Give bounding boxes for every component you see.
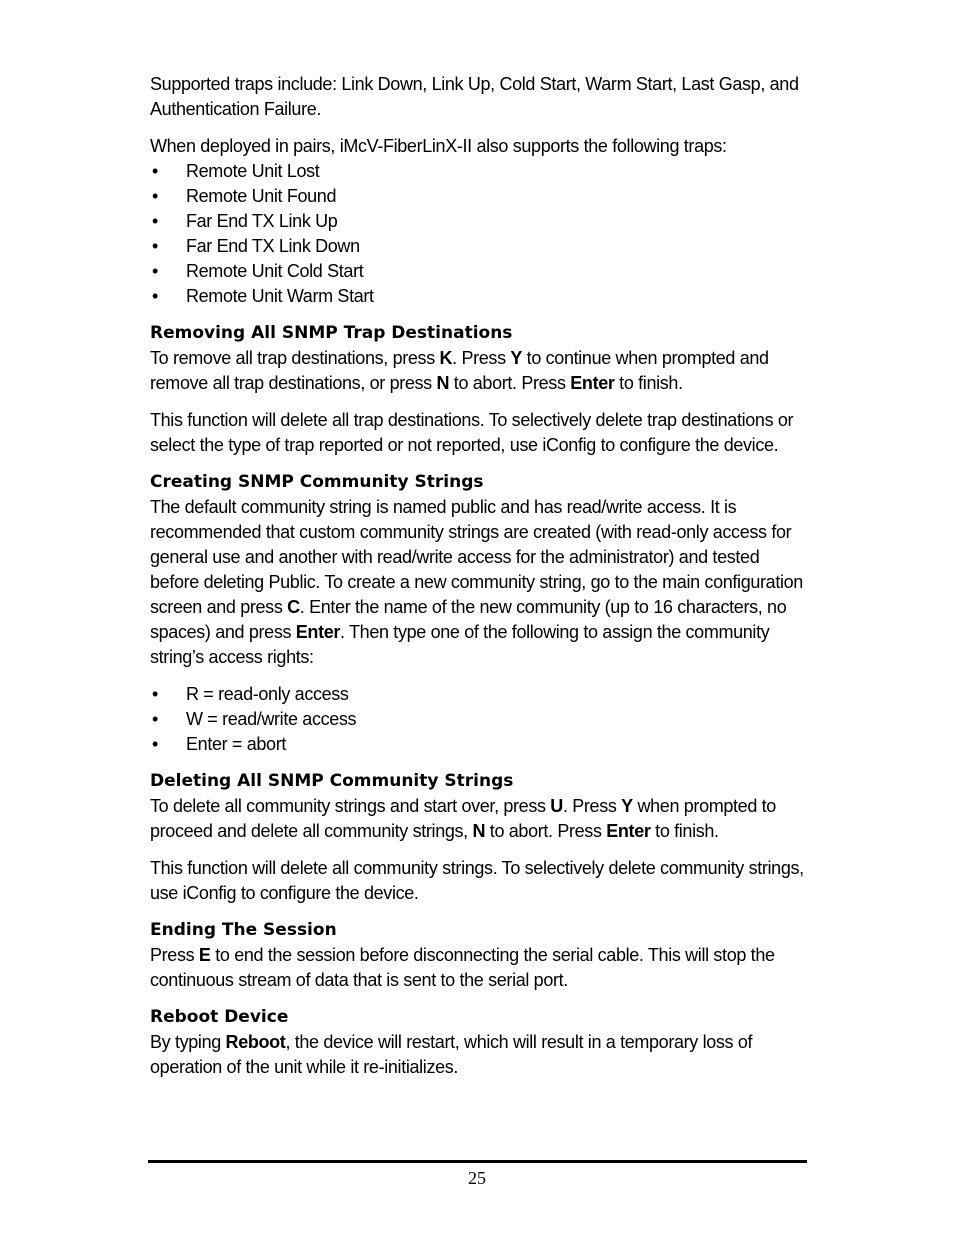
text-run: when prompted to proceed and delete all community strings,	[150, 796, 776, 841]
heading-removing-trap-destinations: Removing All SNMP Trap Destinations	[150, 323, 513, 343]
list-item: • Enter = abort	[150, 732, 810, 757]
text-run: To remove all trap destinations, press	[150, 348, 440, 368]
key-enter: Enter	[295, 622, 341, 642]
text-run: to abort. Press	[485, 821, 607, 841]
pairs-trap-list	[150, 159, 810, 309]
remove-note-paragraph: This function will delete all trap destinations. To selectively delete trap destinations or select the type of trap reported or not reported, use iConfig to configure the device.	[150, 410, 794, 455]
key-n: N	[472, 821, 486, 841]
text-run: to continue when prompted and remove all trap destinations, or press	[150, 348, 769, 393]
end-session-paragraph	[150, 943, 810, 993]
delete-note-paragraph: This function will delete all community strings. To selectively delete community strings, use iConfig to configure the device.	[150, 858, 804, 903]
supported-traps-paragraph: Supported traps include: Link Down, Link Up, Cold Start, Warm Start, Last Gasp, and Authentication Failure.	[150, 74, 799, 119]
reboot-command: Reboot	[225, 1032, 286, 1052]
text-run: to finish.	[614, 373, 683, 393]
list-item: • Far End TX Link Up	[150, 209, 810, 234]
reboot-paragraph	[150, 1030, 810, 1080]
text-run: , the device will restart, which will result in a temporary loss of operation of the unit while it re-initializes.	[150, 1032, 753, 1077]
key-enter: Enter	[606, 821, 651, 841]
text-run: . Press	[452, 348, 511, 368]
text-run: . Press	[562, 796, 622, 816]
key-u: U	[550, 796, 563, 816]
list-item: • Far End TX Link Down	[150, 234, 810, 259]
key-y: Y	[510, 348, 523, 368]
key-k: K	[439, 348, 453, 368]
list-item: • R = read-only access	[150, 682, 810, 707]
list-item: • Remote Unit Found	[150, 184, 810, 209]
text-run: . Enter the name of the new community (up to 16 characters, no spaces) and press	[150, 597, 787, 642]
list-item: • Remote Unit Lost	[150, 159, 810, 184]
key-enter: Enter	[570, 373, 615, 393]
delete-instructions-paragraph	[150, 794, 810, 844]
heading-deleting-community-strings: Deleting All SNMP Community Strings	[150, 771, 514, 791]
text-run: to finish.	[650, 821, 719, 841]
heading-reboot-device: Reboot Device	[150, 1007, 289, 1027]
create-instructions-paragraph	[150, 495, 810, 670]
text-run: to abort. Press	[449, 373, 571, 393]
key-c: C	[287, 597, 300, 617]
list-item: • Remote Unit Cold Start	[150, 259, 810, 284]
text-run: By typing	[150, 1032, 226, 1052]
key-e: E	[198, 945, 211, 965]
text-run: to end the session before disconnecting the serial cable. This will stop the continuous stream of data that is sent to the serial port.	[150, 945, 775, 990]
page-number: 25	[468, 1168, 486, 1188]
heading-creating-community-strings: Creating SNMP Community Strings	[150, 472, 484, 492]
footer-rule	[148, 1160, 807, 1163]
heading-ending-session: Ending The Session	[150, 920, 337, 940]
page-content	[150, 72, 810, 1080]
remove-instructions-paragraph	[150, 346, 810, 396]
pairs-intro-paragraph: When deployed in pairs, iMcV-FiberLinX-II also supports the following traps:	[150, 136, 727, 156]
text-run: The default community string is named public and has read/write access. It is recommended that custom community strings are created (with read-only access for general use and another with read/write access for the administrator) and tested before deleting Public. To create a new community string, go to the main configuration screen and press	[150, 497, 803, 617]
text-run: To delete all community strings and start over, press	[150, 796, 551, 816]
key-y: Y	[621, 796, 633, 816]
list-item: • Remote Unit Warm Start	[150, 284, 810, 309]
list-item: • W = read/write access	[150, 707, 810, 732]
text-run: . Then type one of the following to assign the community string’s access rights:	[150, 622, 770, 667]
key-n: N	[436, 373, 450, 393]
text-run: Press	[150, 945, 199, 965]
access-rights-list	[150, 682, 810, 757]
